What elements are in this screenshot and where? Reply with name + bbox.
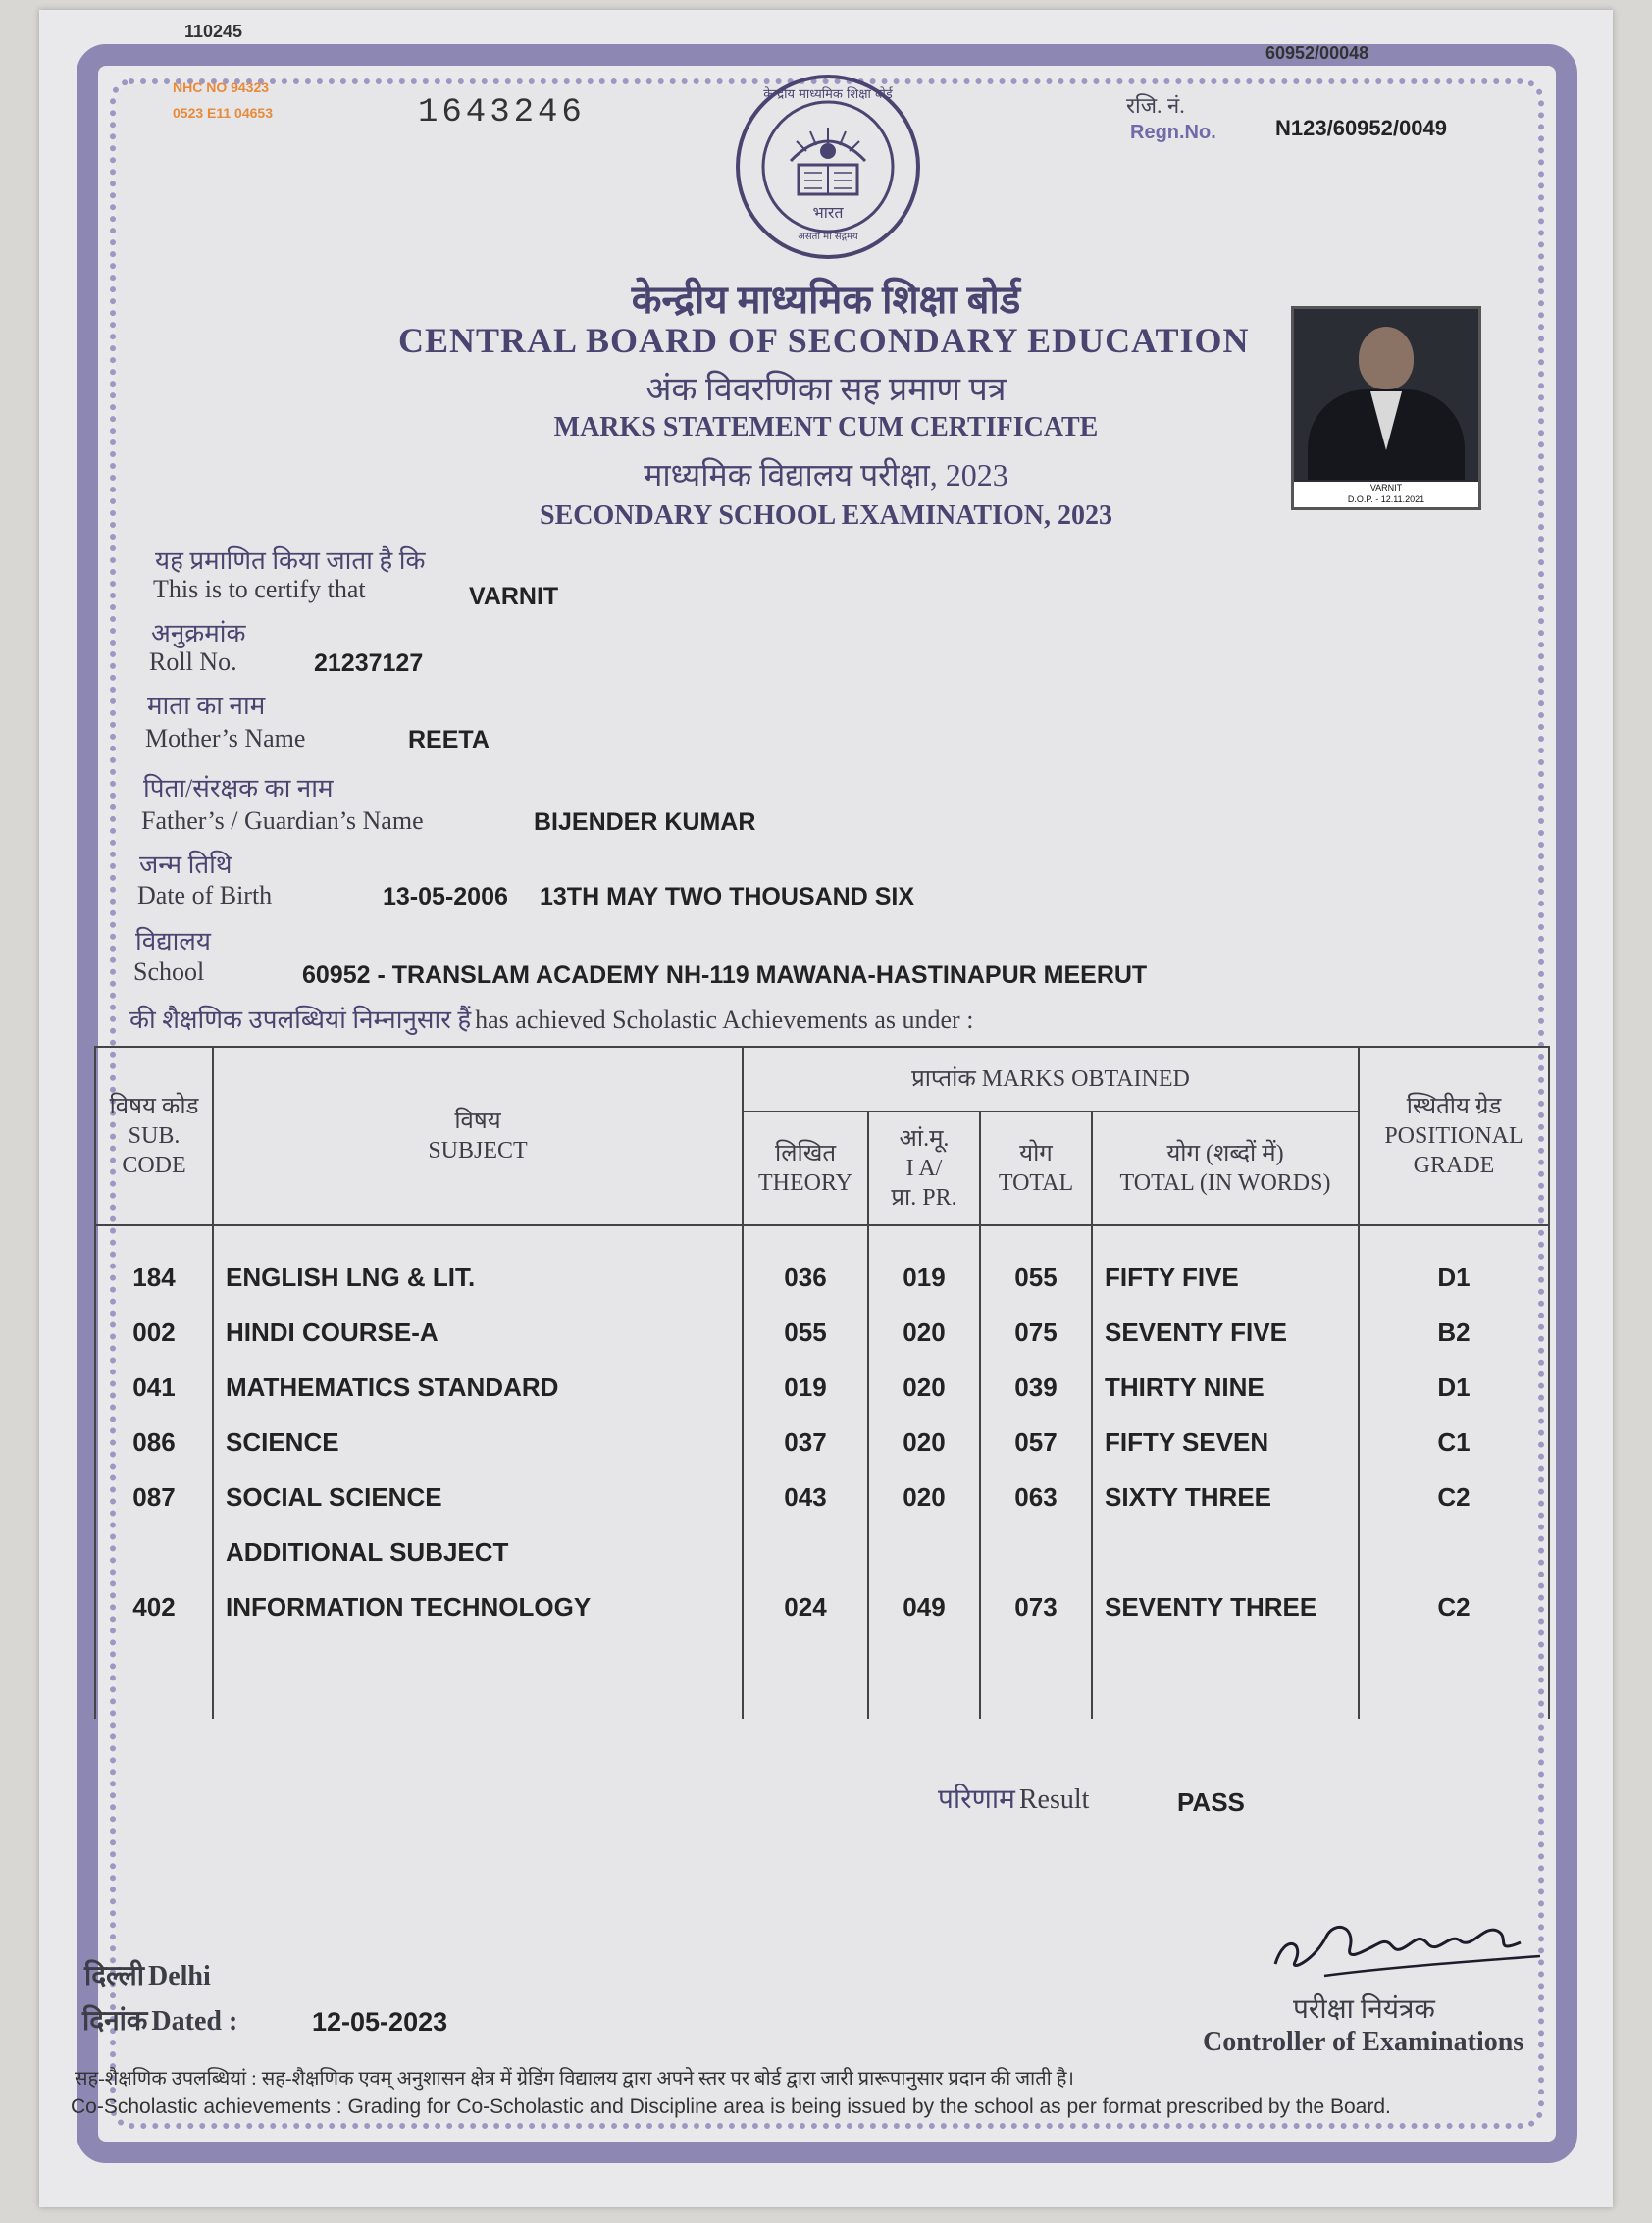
row-total-words: SEVENTY FIVE bbox=[1105, 1318, 1287, 1347]
header-subject bbox=[213, 1047, 743, 1225]
father-label-hindi: पिता/संरक्षक का नाम bbox=[143, 774, 334, 802]
row-total: 063 bbox=[1014, 1482, 1058, 1512]
row-subject: HINDI COURSE-A bbox=[226, 1318, 439, 1347]
header-total bbox=[980, 1112, 1092, 1225]
roll-label: Roll No. bbox=[149, 647, 237, 676]
school-label: School bbox=[133, 957, 205, 986]
row-theory: 055 bbox=[784, 1318, 827, 1347]
row-total-words: SIXTY THREE bbox=[1105, 1482, 1272, 1512]
row-code: 402 bbox=[132, 1592, 176, 1622]
spacer bbox=[745, 1525, 866, 1579]
dob-label: Date of Birth bbox=[137, 881, 273, 909]
certify-label-hindi: यह प्रमाणित किया जाता है कि bbox=[155, 546, 426, 575]
row-total: 055 bbox=[1014, 1263, 1058, 1292]
row-code: 002 bbox=[132, 1318, 176, 1347]
school-name: 60952 - TRANSLAM ACADEMY NH-119 MAWANA-HASTINAPUR MEERUT bbox=[302, 961, 1148, 989]
document-title-hindi: अंक विवरणिका सह प्रमाण पत्र bbox=[645, 372, 1007, 408]
regn-label: Regn.No. bbox=[1130, 122, 1216, 143]
emblem-ring-text: केन्द्रीय माध्यमिक शिक्षा बोर्ड bbox=[763, 87, 893, 102]
regn-label-hindi: रजि. नं. bbox=[1126, 93, 1185, 118]
controller-label: Controller of Examinations bbox=[1203, 2027, 1524, 2057]
spacer bbox=[97, 1525, 211, 1579]
result-line bbox=[938, 1780, 1089, 1817]
row-ia: 020 bbox=[903, 1372, 946, 1402]
mother-label-hindi: माता का नाम bbox=[147, 692, 266, 720]
date-of-birth: 13-05-2006 bbox=[383, 883, 508, 910]
marks-body bbox=[95, 1225, 1549, 1719]
dob-label-hindi: जन्म तिथि bbox=[139, 851, 232, 879]
left-corner-code: 110245 bbox=[184, 22, 243, 41]
row-grade: C2 bbox=[1437, 1592, 1471, 1622]
certify-label: This is to certify that bbox=[153, 575, 366, 603]
header-sub-code bbox=[95, 1047, 213, 1225]
spacer bbox=[1105, 1525, 1357, 1579]
row-theory: 024 bbox=[784, 1592, 827, 1622]
mother-name: REETA bbox=[408, 726, 490, 753]
column-theory bbox=[743, 1225, 868, 1719]
school-label-hindi: विद्यालय bbox=[135, 927, 212, 956]
result-label-hindi: परिणाम bbox=[938, 1784, 1015, 1815]
mother-label: Mother’s Name bbox=[145, 724, 306, 752]
row-theory: 019 bbox=[784, 1372, 827, 1402]
header-ia bbox=[868, 1112, 980, 1225]
header-grade-hindi: स्थितीय ग्रेड bbox=[1406, 1094, 1502, 1119]
header-total-hindi: योग bbox=[1019, 1141, 1053, 1166]
row-ia: 049 bbox=[903, 1592, 946, 1622]
header-subject-english: SUBJECT bbox=[428, 1138, 528, 1163]
controller-signature bbox=[1265, 1903, 1550, 1982]
header-marks-hindi: प्राप्तांक bbox=[911, 1066, 976, 1092]
serial-number: 1643246 bbox=[418, 94, 586, 131]
dated-label-hindi: दिनांक bbox=[82, 2006, 148, 2037]
row-grade: D1 bbox=[1437, 1372, 1471, 1402]
emblem-country: भारत bbox=[812, 203, 844, 222]
row-theory: 037 bbox=[784, 1427, 827, 1457]
row-code: 086 bbox=[132, 1427, 176, 1457]
row-total: 073 bbox=[1014, 1592, 1058, 1622]
row-total: 057 bbox=[1014, 1427, 1058, 1457]
row-code: 087 bbox=[132, 1482, 176, 1512]
header-grade-line1: POSITIONAL bbox=[1384, 1123, 1523, 1149]
controller-label-hindi: परीक्षा नियंत्रक bbox=[1293, 1994, 1435, 2025]
right-corner-code: 60952/00048 bbox=[1265, 43, 1369, 63]
row-code: 041 bbox=[132, 1372, 176, 1402]
header-ia-hindi: आं.मू. bbox=[899, 1126, 950, 1152]
stamp-line-1: NHC NO 94323 bbox=[173, 79, 270, 95]
header-marks-english: MARKS OBTAINED bbox=[981, 1066, 1190, 1092]
row-subject: SOCIAL SCIENCE bbox=[226, 1482, 442, 1512]
board-title: CENTRAL BOARD OF SECONDARY EDUCATION bbox=[398, 321, 1250, 360]
row-subject: SCIENCE bbox=[226, 1427, 339, 1457]
additional-subject-label: ADDITIONAL SUBJECT bbox=[226, 1537, 509, 1567]
place-english: Delhi bbox=[147, 1961, 211, 1991]
row-ia: 020 bbox=[903, 1427, 946, 1457]
document-title: MARKS STATEMENT CUM CERTIFICATE bbox=[553, 412, 1099, 442]
emblem-seal-icon bbox=[730, 71, 926, 263]
header-code-hindi: विषय कोड bbox=[109, 1094, 199, 1119]
row-ia: 020 bbox=[903, 1318, 946, 1347]
column-total-words bbox=[1092, 1225, 1359, 1719]
roll-label-hindi: अनुक्रमांक bbox=[151, 619, 246, 647]
father-label: Father’s / Guardian’s Name bbox=[141, 806, 424, 835]
stamp-line-2: 0523 E11 04653 bbox=[173, 105, 273, 121]
co-scholastic-note: Co-Scholastic achievements : Grading for Co-Scholastic and Discipline area is being issued by the school as per format prescribed by the Board. bbox=[71, 2095, 1391, 2118]
issue-date: 12-05-2023 bbox=[312, 2007, 448, 2037]
spacer bbox=[1361, 1525, 1547, 1579]
column-codes bbox=[95, 1225, 213, 1719]
row-total-words: SEVENTY THREE bbox=[1105, 1592, 1317, 1622]
place-line bbox=[84, 1956, 211, 1993]
achievements-line bbox=[129, 1001, 973, 1036]
header-words-english: TOTAL (IN WORDS) bbox=[1119, 1170, 1331, 1196]
header-theory-hindi: लिखित bbox=[774, 1141, 837, 1166]
header-grade-line2: GRADE bbox=[1413, 1153, 1495, 1178]
result-label: Result bbox=[1018, 1784, 1090, 1815]
achievements-label-hindi: की शैक्षणिक उपलब्धियां निम्नानुसार हैं bbox=[129, 1006, 472, 1034]
date-of-birth-words: 13TH MAY TWO THOUSAND SIX bbox=[540, 883, 914, 910]
exam-title-hindi: माध्यमिक विद्यालय परीक्षा, 2023 bbox=[644, 457, 1008, 492]
photo-caption bbox=[1294, 482, 1478, 507]
photo-face bbox=[1359, 327, 1414, 389]
result-value: PASS bbox=[1177, 1787, 1245, 1817]
column-grade bbox=[1359, 1225, 1549, 1719]
father-name: BIJENDER KUMAR bbox=[534, 808, 756, 836]
row-grade: C2 bbox=[1437, 1482, 1471, 1512]
row-ia: 019 bbox=[903, 1263, 946, 1292]
dated-line bbox=[82, 2001, 237, 2039]
cbse-emblem bbox=[730, 71, 926, 263]
header-total-words bbox=[1092, 1112, 1359, 1225]
marks-table bbox=[94, 1046, 1550, 1719]
exam-title: SECONDARY SCHOOL EXAMINATION, 2023 bbox=[540, 500, 1112, 531]
row-subject: MATHEMATICS STANDARD bbox=[226, 1372, 559, 1402]
row-grade: D1 bbox=[1437, 1263, 1471, 1292]
spacer bbox=[870, 1525, 978, 1579]
photo-caption-date: D.O.P. - 12.11.2021 bbox=[1347, 494, 1425, 504]
header-words-hindi: योग (शब्दों में) bbox=[1166, 1141, 1284, 1166]
column-total bbox=[980, 1225, 1092, 1719]
row-total: 039 bbox=[1014, 1372, 1058, 1402]
header-subject-hindi: विषय bbox=[454, 1109, 501, 1134]
row-grade: C1 bbox=[1437, 1427, 1471, 1457]
column-ia bbox=[868, 1225, 980, 1719]
header-code-line2: CODE bbox=[122, 1153, 186, 1178]
row-theory: 036 bbox=[784, 1263, 827, 1292]
header-ia-practical: प्रा. PR. bbox=[891, 1185, 957, 1211]
emblem-motto: असतो मा सद्गमय bbox=[798, 232, 858, 242]
row-total-words: FIFTY SEVEN bbox=[1105, 1427, 1269, 1457]
header-theory-english: THEORY bbox=[758, 1170, 852, 1196]
header-total-english: TOTAL bbox=[998, 1170, 1074, 1196]
header-theory bbox=[743, 1112, 868, 1225]
header-marks-obtained bbox=[743, 1047, 1359, 1112]
dated-label: Dated : bbox=[151, 2006, 238, 2037]
board-title-hindi: केन्द्रीय माध्यमिक शिक्षा बोर्ड bbox=[631, 278, 1021, 322]
row-grade: B2 bbox=[1437, 1318, 1471, 1347]
header-positional-grade bbox=[1359, 1047, 1549, 1225]
orange-stamp bbox=[173, 75, 273, 126]
photo-caption-name: VARNIT bbox=[1369, 483, 1403, 492]
row-subject: INFORMATION TECHNOLOGY bbox=[226, 1592, 592, 1622]
row-ia: 020 bbox=[903, 1482, 946, 1512]
row-total-words: THIRTY NINE bbox=[1105, 1372, 1265, 1402]
row-total: 075 bbox=[1014, 1318, 1058, 1347]
column-subjects bbox=[213, 1225, 743, 1719]
header-ia-english: I A/ bbox=[905, 1156, 943, 1181]
spacer bbox=[982, 1525, 1090, 1579]
row-subject: ENGLISH LNG & LIT. bbox=[226, 1263, 476, 1292]
header-code-line1: SUB. bbox=[128, 1123, 181, 1149]
roll-number: 21237127 bbox=[314, 649, 424, 677]
achievements-label: has achieved Scholastic Achievements as under : bbox=[475, 1006, 974, 1034]
candidate-photo bbox=[1291, 306, 1481, 510]
candidate-name: VARNIT bbox=[469, 583, 559, 610]
co-scholastic-note-hindi: सह-शैक्षणिक उपलब्धियां : सह-शैक्षणिक एवम् अनुशासन क्षेत्र में ग्रेडिंग विद्यालय द्वारा अपने स्तर पर बोर्ड द्वारा जारी प्रारूपानुसार प्रदान की जाती है। bbox=[75, 2068, 1075, 2090]
row-total-words: FIFTY FIVE bbox=[1105, 1263, 1239, 1292]
place-hindi: दिल्ली bbox=[84, 1961, 144, 1991]
row-theory: 043 bbox=[784, 1482, 827, 1512]
row-code: 184 bbox=[132, 1263, 176, 1292]
regn-number: N123/60952/0049 bbox=[1275, 116, 1447, 140]
